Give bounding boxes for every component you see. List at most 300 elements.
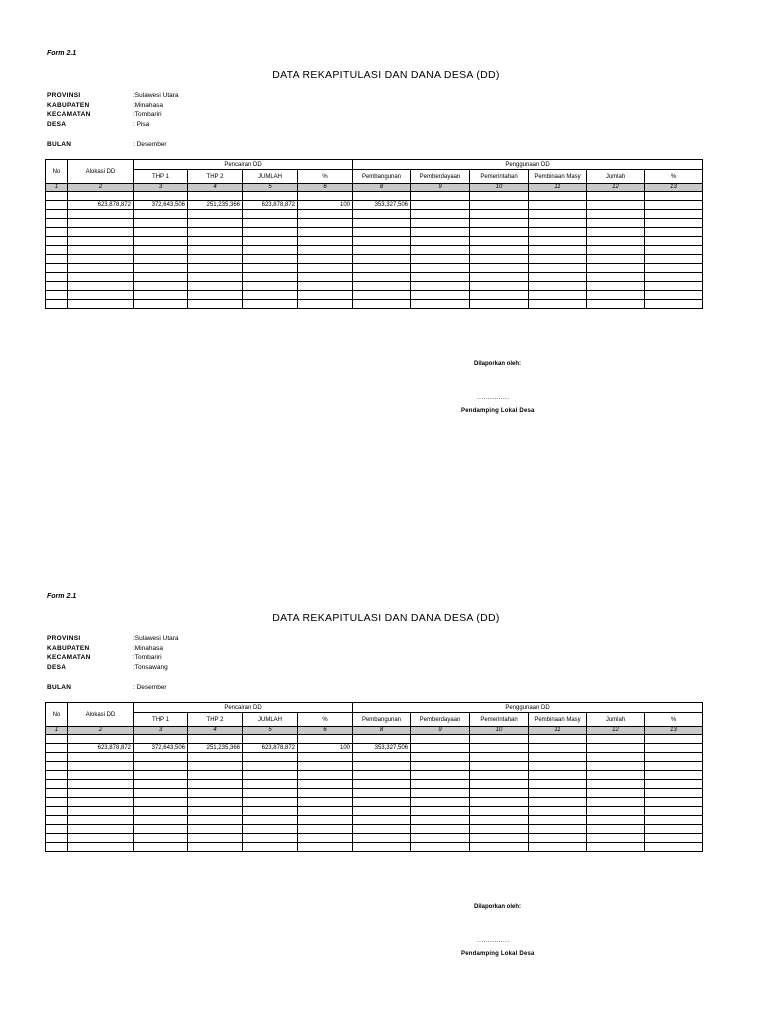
table-cell	[645, 789, 703, 798]
column-number: 10	[470, 184, 529, 192]
table-row	[46, 300, 703, 309]
table-cell	[243, 789, 298, 798]
table-cell	[411, 816, 470, 825]
table-row	[46, 834, 703, 843]
table-cell	[46, 843, 68, 852]
meta-value: :Minahasa	[133, 101, 163, 109]
table-row	[46, 210, 703, 219]
table-cell	[243, 210, 298, 219]
table-cell	[243, 798, 298, 807]
table-cell	[645, 192, 703, 201]
signature-line: ...............	[477, 938, 510, 944]
table-row	[46, 798, 703, 807]
table-cell	[587, 192, 645, 201]
table-row	[46, 255, 703, 264]
table-cell	[46, 789, 68, 798]
table-cell	[529, 816, 587, 825]
column-number: 5	[243, 727, 298, 735]
table-cell	[411, 246, 470, 255]
sub-header: Pembinaan Masy	[529, 713, 587, 727]
sub-header: Pemberdayaan	[411, 170, 470, 184]
table-cell	[645, 798, 703, 807]
table-cell	[68, 735, 134, 744]
sub-header-row	[46, 713, 703, 727]
table-cell	[134, 789, 188, 798]
table-cell: 623,878,872	[68, 744, 134, 753]
table-cell	[411, 201, 470, 210]
table-cell: 251,235,366	[188, 744, 243, 753]
column-number: 1	[46, 184, 68, 192]
meta-value: :Sulawesi Utara	[133, 92, 179, 99]
header-penggunaan: Penggunaan DD	[353, 160, 703, 170]
table-cell	[188, 771, 243, 780]
table-cell	[470, 816, 529, 825]
table-cell	[587, 201, 645, 210]
table-cell	[587, 282, 645, 291]
table-cell	[298, 834, 353, 843]
column-number: 3	[134, 727, 188, 735]
table-cell	[529, 744, 587, 753]
table-cell	[470, 771, 529, 780]
table-cell	[645, 282, 703, 291]
table-cell	[529, 255, 587, 264]
table-cell	[470, 834, 529, 843]
meta-key: KABUPATEN	[47, 644, 90, 652]
table-cell	[46, 744, 68, 753]
table-cell	[353, 807, 411, 816]
table-row	[46, 789, 703, 798]
sub-header: THP 1	[134, 713, 188, 727]
table-row	[46, 762, 703, 771]
table-cell	[587, 825, 645, 834]
table-cell	[188, 780, 243, 789]
table-cell	[587, 300, 645, 309]
table-cell	[68, 843, 134, 852]
table-cell	[68, 246, 134, 255]
table-row	[46, 771, 703, 780]
sub-header: Pemerintahan	[470, 713, 529, 727]
column-number: 13	[645, 184, 703, 192]
table-cell	[46, 735, 68, 744]
table-cell	[353, 735, 411, 744]
sub-header: %	[298, 713, 353, 727]
table-cell	[68, 780, 134, 789]
table-cell	[46, 753, 68, 762]
table-cell	[298, 228, 353, 237]
table-cell	[298, 192, 353, 201]
table-cell	[68, 219, 134, 228]
sub-header: JUMLAH	[243, 170, 298, 184]
table-cell	[188, 807, 243, 816]
signer-title: Pendamping Lokal Desa	[461, 951, 535, 957]
table-cell	[243, 843, 298, 852]
table-cell	[46, 219, 68, 228]
table-cell	[243, 816, 298, 825]
table-cell	[188, 228, 243, 237]
column-number-row	[46, 727, 703, 735]
column-number: 6	[298, 727, 353, 735]
signer-title: Pendamping Lokal Desa	[461, 408, 535, 414]
table-cell	[353, 210, 411, 219]
table-cell	[46, 273, 68, 282]
table-cell	[353, 300, 411, 309]
table-cell	[353, 843, 411, 852]
table-row	[46, 753, 703, 762]
table-cell	[243, 807, 298, 816]
table-cell	[134, 246, 188, 255]
table-cell	[411, 273, 470, 282]
table-cell	[587, 843, 645, 852]
table-cell	[188, 825, 243, 834]
table-cell	[188, 237, 243, 246]
table-cell	[243, 264, 298, 273]
table-row	[46, 273, 703, 282]
table-cell	[411, 735, 470, 744]
reported-by: Dilaporkan oleh:	[474, 904, 522, 910]
table-cell	[470, 300, 529, 309]
meta-key: DESA	[47, 120, 67, 128]
table-cell	[68, 825, 134, 834]
table-cell	[298, 246, 353, 255]
table-cell	[587, 753, 645, 762]
table-cell	[529, 273, 587, 282]
table-cell	[411, 834, 470, 843]
table-row	[46, 291, 703, 300]
column-number: 9	[411, 184, 470, 192]
table-cell	[470, 237, 529, 246]
table-cell	[134, 825, 188, 834]
table-cell	[243, 762, 298, 771]
table-cell	[470, 282, 529, 291]
table-cell	[243, 282, 298, 291]
table-cell	[46, 807, 68, 816]
table-cell	[645, 843, 703, 852]
table-cell	[470, 228, 529, 237]
table-cell	[529, 780, 587, 789]
column-number: 6	[298, 184, 353, 192]
header-pencairan: Pencairan DD	[134, 160, 353, 170]
table-row	[46, 246, 703, 255]
table-cell	[411, 228, 470, 237]
table-cell	[46, 210, 68, 219]
table-cell	[46, 834, 68, 843]
table-cell	[353, 264, 411, 273]
table-cell	[470, 264, 529, 273]
table-cell	[645, 744, 703, 753]
table-cell	[587, 264, 645, 273]
table-cell	[68, 192, 134, 201]
bulan-value: : Desember	[133, 684, 167, 691]
month-info	[47, 141, 167, 148]
meta-key: KECAMATAN	[47, 111, 91, 118]
table-cell	[470, 291, 529, 300]
table-cell	[645, 780, 703, 789]
table-cell	[529, 789, 587, 798]
table-cell	[645, 264, 703, 273]
table-cell	[645, 753, 703, 762]
table-cell	[243, 300, 298, 309]
table-cell: 623,878,872	[243, 744, 298, 753]
table-cell	[46, 264, 68, 273]
meta-value: :Tonsawang	[133, 663, 168, 671]
table-cell	[46, 816, 68, 825]
recap-table	[45, 159, 703, 309]
table-cell: 372,643,506	[134, 744, 188, 753]
table-cell	[46, 825, 68, 834]
table-row	[46, 228, 703, 237]
table-cell	[411, 210, 470, 219]
table-row	[46, 735, 703, 744]
table-cell	[243, 735, 298, 744]
table-row	[46, 237, 703, 246]
table-cell	[587, 291, 645, 300]
table-cell	[529, 228, 587, 237]
sub-header: THP 1	[134, 170, 188, 184]
sub-header: Pembangunan	[353, 170, 411, 184]
table-cell	[298, 219, 353, 228]
table-cell	[298, 816, 353, 825]
table-row	[46, 843, 703, 852]
table-cell	[645, 816, 703, 825]
table-cell	[411, 771, 470, 780]
table-cell	[587, 228, 645, 237]
table-cell	[243, 291, 298, 300]
recap-table	[45, 702, 703, 852]
column-number: 2	[68, 727, 134, 735]
column-number: 1	[46, 727, 68, 735]
table-cell	[68, 807, 134, 816]
table-cell	[411, 255, 470, 264]
table-cell	[470, 843, 529, 852]
table-cell	[188, 834, 243, 843]
sub-header: JUMLAH	[243, 713, 298, 727]
table-cell	[188, 219, 243, 228]
table-cell	[188, 789, 243, 798]
header-no: No	[46, 160, 68, 184]
table-cell	[411, 843, 470, 852]
table-cell	[470, 219, 529, 228]
table-cell	[587, 735, 645, 744]
column-number: 12	[587, 184, 645, 192]
table-cell	[46, 282, 68, 291]
table-cell	[243, 192, 298, 201]
signature-line: ...............	[477, 395, 510, 401]
table-cell	[134, 291, 188, 300]
table-cell	[134, 219, 188, 228]
column-number: 4	[188, 184, 243, 192]
table-cell	[587, 834, 645, 843]
form-title: DATA REKAPITULASI DAN DANA DESA (DD)	[272, 69, 500, 81]
sub-header: Pemberdayaan	[411, 713, 470, 727]
table-cell	[188, 246, 243, 255]
table-cell	[298, 255, 353, 264]
table-cell	[645, 228, 703, 237]
table-cell	[298, 789, 353, 798]
table-cell	[587, 789, 645, 798]
table-cell	[411, 780, 470, 789]
table-cell: 353,327,506	[353, 201, 411, 210]
table-row	[46, 780, 703, 789]
meta-value: :Tombariri	[133, 111, 162, 118]
table-cell	[353, 273, 411, 282]
table-row	[46, 219, 703, 228]
table-cell	[645, 237, 703, 246]
table-cell	[188, 264, 243, 273]
table-cell	[188, 735, 243, 744]
table-cell	[68, 291, 134, 300]
table-cell	[353, 228, 411, 237]
table-cell	[46, 780, 68, 789]
table-cell	[46, 300, 68, 309]
table-cell	[298, 762, 353, 771]
table-cell	[188, 300, 243, 309]
form-title: DATA REKAPITULASI DAN DANA DESA (DD)	[272, 612, 500, 624]
meta-value: : Pisa	[133, 120, 150, 128]
table-cell	[68, 762, 134, 771]
table-row	[46, 825, 703, 834]
table-cell	[353, 246, 411, 255]
table-body	[46, 735, 703, 852]
table-cell	[243, 771, 298, 780]
table-cell	[298, 807, 353, 816]
table-cell	[470, 807, 529, 816]
header-penggunaan: Penggunaan DD	[353, 703, 703, 713]
location-info	[47, 634, 179, 672]
table-cell	[134, 771, 188, 780]
table-row	[46, 282, 703, 291]
table-cell	[353, 771, 411, 780]
bulan-key: BULAN	[47, 684, 72, 691]
form-2	[0, 543, 768, 957]
table-cell	[68, 798, 134, 807]
meta-key: PROVINSI	[47, 92, 81, 99]
table-cell	[134, 228, 188, 237]
table-row	[46, 264, 703, 273]
table-cell	[587, 273, 645, 282]
table-row	[46, 201, 703, 210]
table-cell	[645, 210, 703, 219]
table-row	[46, 807, 703, 816]
table-body	[46, 192, 703, 309]
table-cell	[46, 192, 68, 201]
table-cell	[243, 780, 298, 789]
table-cell	[353, 255, 411, 264]
table-cell	[243, 228, 298, 237]
header-no: No	[46, 703, 68, 727]
table-row	[46, 744, 703, 753]
sub-header: Pemerintahan	[470, 170, 529, 184]
table-cell	[470, 762, 529, 771]
table-cell	[298, 735, 353, 744]
table-cell	[68, 300, 134, 309]
table-cell	[529, 201, 587, 210]
table-cell	[68, 771, 134, 780]
header-pencairan: Pencairan DD	[134, 703, 353, 713]
sub-header: %	[645, 713, 703, 727]
table-cell	[188, 192, 243, 201]
column-number: 12	[587, 727, 645, 735]
table-cell	[134, 762, 188, 771]
meta-value: :Sulawesi Utara	[133, 635, 179, 642]
table-cell	[298, 237, 353, 246]
table-cell	[411, 192, 470, 201]
table-cell	[46, 246, 68, 255]
table-cell: 372,643,506	[134, 201, 188, 210]
table-cell	[470, 735, 529, 744]
table-cell	[529, 237, 587, 246]
table-cell	[353, 291, 411, 300]
table-cell	[134, 798, 188, 807]
table-cell	[46, 762, 68, 771]
table-cell	[529, 798, 587, 807]
table-cell	[68, 753, 134, 762]
table-cell	[529, 771, 587, 780]
form-label: Form 2.1	[47, 593, 77, 600]
table-cell	[46, 255, 68, 264]
column-number: 10	[470, 727, 529, 735]
table-cell	[298, 273, 353, 282]
meta-key: DESA	[47, 663, 67, 671]
table-cell: 623,878,872	[68, 201, 134, 210]
table-cell	[188, 753, 243, 762]
meta-value: :Tombariri	[133, 654, 162, 661]
header-alokasi: Alokasi DD	[68, 160, 134, 184]
table-cell	[68, 237, 134, 246]
table-cell	[68, 834, 134, 843]
table-cell	[353, 192, 411, 201]
table-cell	[243, 255, 298, 264]
table-cell	[353, 282, 411, 291]
table-cell	[470, 798, 529, 807]
table-cell	[243, 834, 298, 843]
column-number: 13	[645, 727, 703, 735]
table-cell	[470, 210, 529, 219]
table-cell	[46, 228, 68, 237]
form-label: Form 2.1	[47, 50, 77, 57]
table-cell	[353, 834, 411, 843]
table-cell	[353, 753, 411, 762]
reported-by: Dilaporkan oleh:	[474, 361, 522, 367]
table-cell	[134, 237, 188, 246]
table-cell	[353, 798, 411, 807]
table-cell	[411, 264, 470, 273]
table-cell	[645, 807, 703, 816]
table-cell	[411, 282, 470, 291]
table-cell	[529, 192, 587, 201]
table-cell	[188, 210, 243, 219]
table-cell: 100	[298, 201, 353, 210]
table-cell	[298, 771, 353, 780]
table-cell	[645, 771, 703, 780]
table-cell	[68, 264, 134, 273]
table-cell	[188, 798, 243, 807]
table-cell	[645, 834, 703, 843]
table-cell	[645, 255, 703, 264]
table-cell	[134, 807, 188, 816]
bulan-value: : Desember	[133, 141, 167, 148]
table-cell	[529, 735, 587, 744]
table-cell	[411, 237, 470, 246]
table-cell	[188, 273, 243, 282]
table-cell	[470, 201, 529, 210]
table-cell	[134, 834, 188, 843]
meta-key: KECAMATAN	[47, 654, 91, 661]
table-cell	[645, 273, 703, 282]
table-cell	[470, 825, 529, 834]
table-cell	[470, 744, 529, 753]
bulan-key: BULAN	[47, 141, 72, 148]
sub-header: Pembinaan Masy	[529, 170, 587, 184]
